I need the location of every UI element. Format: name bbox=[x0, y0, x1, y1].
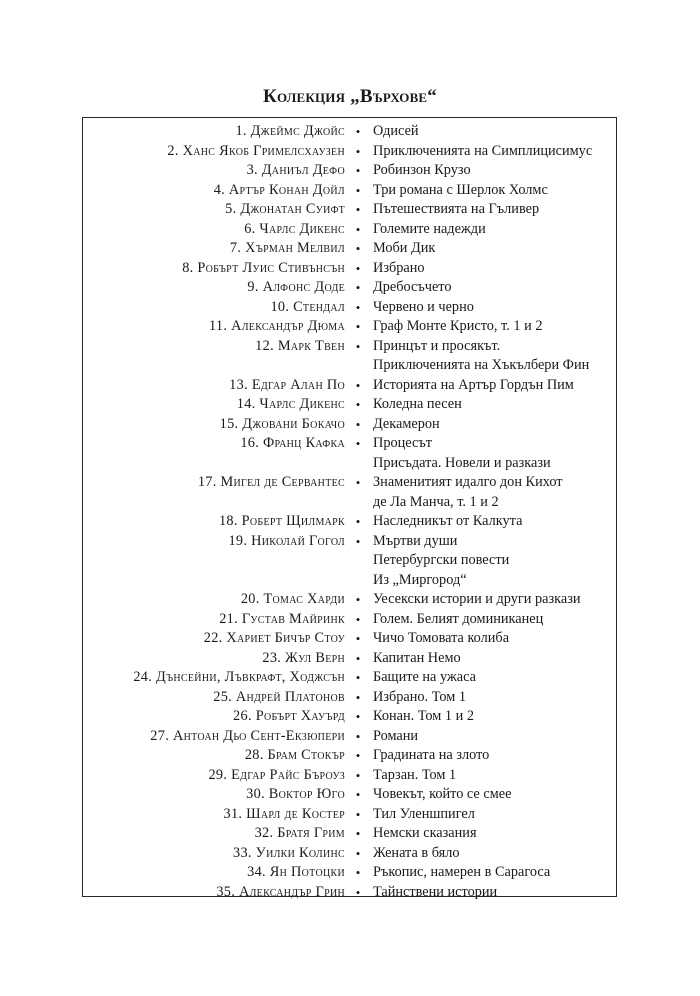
table-row bbox=[83, 239, 616, 259]
author-cell: 12. Марк Твен bbox=[255, 337, 345, 354]
author-cell: 10. Стендал bbox=[270, 298, 345, 315]
author-cell: 9. Алфонс Доде bbox=[247, 279, 345, 295]
table-row bbox=[83, 181, 616, 201]
collection-table bbox=[82, 117, 617, 900]
author-cell: 4. Артър Конан Дойл bbox=[213, 181, 345, 198]
author-cell bbox=[83, 551, 345, 571]
bullet-separator: • bbox=[355, 533, 361, 549]
author-cell: 18. Роберт Щилмарк bbox=[218, 513, 345, 529]
table-row bbox=[83, 395, 616, 415]
bullet-separator: • bbox=[355, 709, 361, 724]
table-row bbox=[83, 142, 616, 162]
bullet-separator bbox=[345, 493, 371, 513]
table-row bbox=[83, 278, 616, 298]
author-cell: 31. Шарл де Костер bbox=[223, 805, 345, 822]
work-title-cell: Приключенията на Симплицисимус bbox=[373, 142, 593, 159]
table-row bbox=[83, 668, 616, 688]
table-row bbox=[83, 434, 616, 454]
author-cell: 22. Хариет Бичър Стоу bbox=[203, 630, 345, 646]
bullet-separator: • bbox=[355, 260, 361, 276]
table-row bbox=[83, 571, 616, 591]
author-cell: 1. Джеймс Джойс bbox=[235, 123, 345, 139]
author-cell: 8. Робърт Луис Стивънсън bbox=[182, 259, 345, 276]
work-title-cell: Принцът и просякът. bbox=[373, 337, 501, 354]
author-cell: 20. Томас Харди bbox=[240, 591, 345, 607]
bullet-separator: • bbox=[355, 124, 361, 139]
work-title-cell: Избрано bbox=[373, 259, 425, 276]
bullet-separator: • bbox=[355, 514, 361, 529]
bullet-separator: • bbox=[355, 787, 361, 802]
work-title-cell: Знаменитият идалго дон Кихот bbox=[373, 474, 563, 490]
bullet-separator: • bbox=[355, 845, 361, 861]
bullet-separator: • bbox=[355, 826, 361, 841]
work-title-cell: Коледна песен bbox=[373, 396, 462, 412]
author-cell: 19. Николай Гогол bbox=[228, 532, 345, 549]
author-cell: 30. Воктор Юго bbox=[246, 786, 345, 802]
table-row bbox=[83, 337, 616, 357]
work-title-cell: Тарзан. Том 1 bbox=[373, 766, 457, 783]
work-title-cell: Червено и черно bbox=[373, 298, 474, 315]
work-title-cell: Конан. Том 1 и 2 bbox=[373, 708, 475, 724]
author-cell: 3. Даниъл Дефо bbox=[246, 162, 345, 178]
author-cell: 6. Чарлс Дикенс bbox=[244, 220, 345, 237]
table-row bbox=[83, 610, 616, 630]
table-row bbox=[83, 512, 616, 532]
bullet-separator: • bbox=[355, 202, 361, 217]
work-title-cell: Немски сказания bbox=[373, 825, 477, 841]
bullet-separator: • bbox=[355, 280, 361, 295]
work-title-cell: Жената в бяло bbox=[373, 844, 460, 861]
bullet-separator bbox=[345, 571, 371, 591]
author-cell: 13. Едгар Алан По bbox=[229, 376, 345, 393]
work-title-cell: Пътешествията на Гъливер bbox=[373, 201, 540, 217]
table-row bbox=[83, 317, 616, 337]
table-row bbox=[83, 454, 616, 474]
table-row bbox=[83, 785, 616, 805]
work-title-cell: Човекът, който се смее bbox=[373, 786, 512, 802]
table-row bbox=[83, 415, 616, 435]
work-title-cell: Декамерон bbox=[373, 415, 440, 432]
author-cell: 27. Антоан Дьо Сент-Екзюпери bbox=[150, 727, 345, 744]
author-cell: 34. Ян Потоцки bbox=[247, 864, 345, 880]
work-title-cell: Тайнствени истории bbox=[373, 883, 498, 900]
author-cell: 33. Уилки Колинс bbox=[233, 844, 345, 861]
bullet-separator: • bbox=[355, 319, 361, 334]
work-title-cell: Петербургски повести bbox=[373, 552, 510, 568]
page-title: Колекция „Върхове“ bbox=[262, 86, 438, 107]
table-row bbox=[83, 551, 616, 571]
work-title-cell: Голем. Белият доминиканец bbox=[373, 610, 544, 627]
table-row bbox=[83, 161, 616, 181]
work-title-cell: Граф Монте Кристо, т. 1 и 2 bbox=[373, 318, 543, 334]
author-cell: 28. Брам Стокър bbox=[244, 747, 345, 763]
work-title-cell: Градината на злото bbox=[373, 747, 490, 763]
table-row bbox=[83, 356, 616, 376]
table-row bbox=[83, 883, 616, 903]
bullet-separator: • bbox=[355, 631, 361, 646]
bullet-separator: • bbox=[355, 475, 361, 490]
table-row bbox=[83, 200, 616, 220]
table-row bbox=[83, 298, 616, 318]
table-row bbox=[83, 707, 616, 727]
work-title-cell: Ръкопис, намерен в Сарагоса bbox=[373, 864, 551, 880]
table-row bbox=[83, 844, 616, 864]
work-title-cell: Наследникът от Калкута bbox=[373, 513, 523, 529]
bullet-separator bbox=[345, 551, 371, 571]
table-row bbox=[83, 727, 616, 747]
bullet-separator: • bbox=[355, 884, 361, 900]
table-row bbox=[83, 629, 616, 649]
bullet-separator: • bbox=[355, 865, 361, 880]
author-cell: 21. Густав Майринк bbox=[219, 610, 345, 627]
bullet-separator: • bbox=[355, 806, 361, 822]
work-title-cell: Робинзон Крузо bbox=[373, 162, 471, 178]
bullet-separator: • bbox=[355, 182, 361, 198]
table-row bbox=[83, 590, 616, 610]
work-title-cell: Дребосъчето bbox=[373, 279, 452, 295]
table-row bbox=[83, 473, 616, 493]
author-cell: 11. Александър Дюма bbox=[208, 318, 345, 334]
bullet-separator: • bbox=[355, 397, 361, 412]
work-title-cell: Из „Миргород“ bbox=[373, 571, 467, 588]
work-title-cell: Тил Уленшпигел bbox=[373, 805, 475, 822]
work-title-cell: Моби Дик bbox=[373, 240, 436, 256]
bullet-separator: • bbox=[355, 338, 361, 354]
work-title-cell: Три романа с Шерлок Холмс bbox=[373, 181, 548, 198]
table-row bbox=[83, 766, 616, 786]
author-cell bbox=[83, 356, 345, 376]
collection-rows bbox=[83, 122, 616, 902]
table-row bbox=[83, 220, 616, 240]
bullet-separator: • bbox=[355, 611, 361, 627]
author-cell bbox=[83, 493, 345, 513]
author-cell: 7. Хърман Мелвил bbox=[229, 240, 345, 256]
author-cell bbox=[83, 454, 345, 474]
work-title-cell: де Ла Манча, т. 1 и 2 bbox=[373, 493, 499, 510]
author-cell bbox=[83, 571, 345, 591]
author-cell: 26. Робърт Хауърд bbox=[233, 708, 345, 724]
bullet-separator: • bbox=[355, 436, 361, 451]
work-title-cell: Романи bbox=[373, 727, 419, 744]
author-cell: 29. Едгар Райс Бъроуз bbox=[208, 766, 345, 783]
table-row bbox=[83, 493, 616, 513]
author-cell: 23. Жул Верн bbox=[262, 649, 345, 666]
bullet-separator: • bbox=[355, 670, 361, 685]
bullet-separator: • bbox=[355, 241, 361, 256]
table-row bbox=[83, 376, 616, 396]
work-title-cell: Капитан Немо bbox=[373, 649, 461, 666]
work-title-cell: Големите надежди bbox=[373, 220, 486, 237]
table-row bbox=[83, 532, 616, 552]
bullet-separator: • bbox=[355, 748, 361, 763]
bullet-separator: • bbox=[355, 221, 361, 237]
author-cell: 24. Дънсейни, Лъвкрафт, Ходжсън bbox=[133, 669, 345, 685]
table-row bbox=[83, 805, 616, 825]
bullet-separator: • bbox=[355, 143, 361, 159]
work-title-cell: Процесът bbox=[373, 435, 432, 451]
table-row bbox=[83, 863, 616, 883]
bullet-separator: • bbox=[355, 416, 361, 432]
author-cell: 17. Мигел де Сервантес bbox=[197, 474, 345, 490]
bullet-separator: • bbox=[355, 299, 361, 315]
work-title-cell: Чичо Томовата колиба bbox=[373, 630, 510, 646]
table-row bbox=[83, 746, 616, 766]
work-title-cell: Приключенията на Хъкълбери Фин bbox=[373, 357, 590, 373]
author-cell: 15. Джовани Бокачо bbox=[219, 415, 345, 432]
bullet-separator: • bbox=[355, 163, 361, 178]
work-title-cell: Избрано. Том 1 bbox=[373, 688, 466, 705]
bullet-separator: • bbox=[355, 689, 361, 705]
author-cell: 32. Братя Грим bbox=[254, 825, 345, 841]
table-row bbox=[83, 122, 616, 142]
author-cell: 25. Андрей Платонов bbox=[213, 688, 345, 705]
table-row bbox=[83, 649, 616, 669]
bullet-separator: • bbox=[355, 767, 361, 783]
table-row bbox=[83, 688, 616, 708]
work-title-cell: Одисей bbox=[373, 123, 419, 139]
author-cell: 14. Чарлс Дикенс bbox=[236, 396, 345, 412]
author-cell: 2. Ханс Якоб Гримелсхаузен bbox=[167, 142, 345, 159]
table-row bbox=[83, 259, 616, 279]
author-cell: 5. Джонатан Суифт bbox=[225, 201, 345, 217]
author-cell: 35. Александър Грин bbox=[216, 883, 345, 900]
bullet-separator: • bbox=[355, 592, 361, 607]
table-row bbox=[83, 824, 616, 844]
bullet-separator: • bbox=[355, 650, 361, 666]
work-title-cell: Бащите на ужаса bbox=[373, 669, 477, 685]
work-title-cell: Уесекски истории и други разкази bbox=[373, 591, 581, 607]
bullet-separator bbox=[345, 454, 371, 474]
bullet-separator: • bbox=[355, 377, 361, 393]
work-title-cell: Историята на Артър Гордън Пим bbox=[373, 376, 574, 393]
bullet-separator bbox=[345, 356, 371, 376]
bullet-separator: • bbox=[355, 728, 361, 744]
work-title-cell: Мъртви души bbox=[373, 532, 458, 549]
author-cell: 16. Франц Кафка bbox=[240, 435, 345, 451]
work-title-cell: Присъдата. Новели и разкази bbox=[373, 454, 551, 471]
